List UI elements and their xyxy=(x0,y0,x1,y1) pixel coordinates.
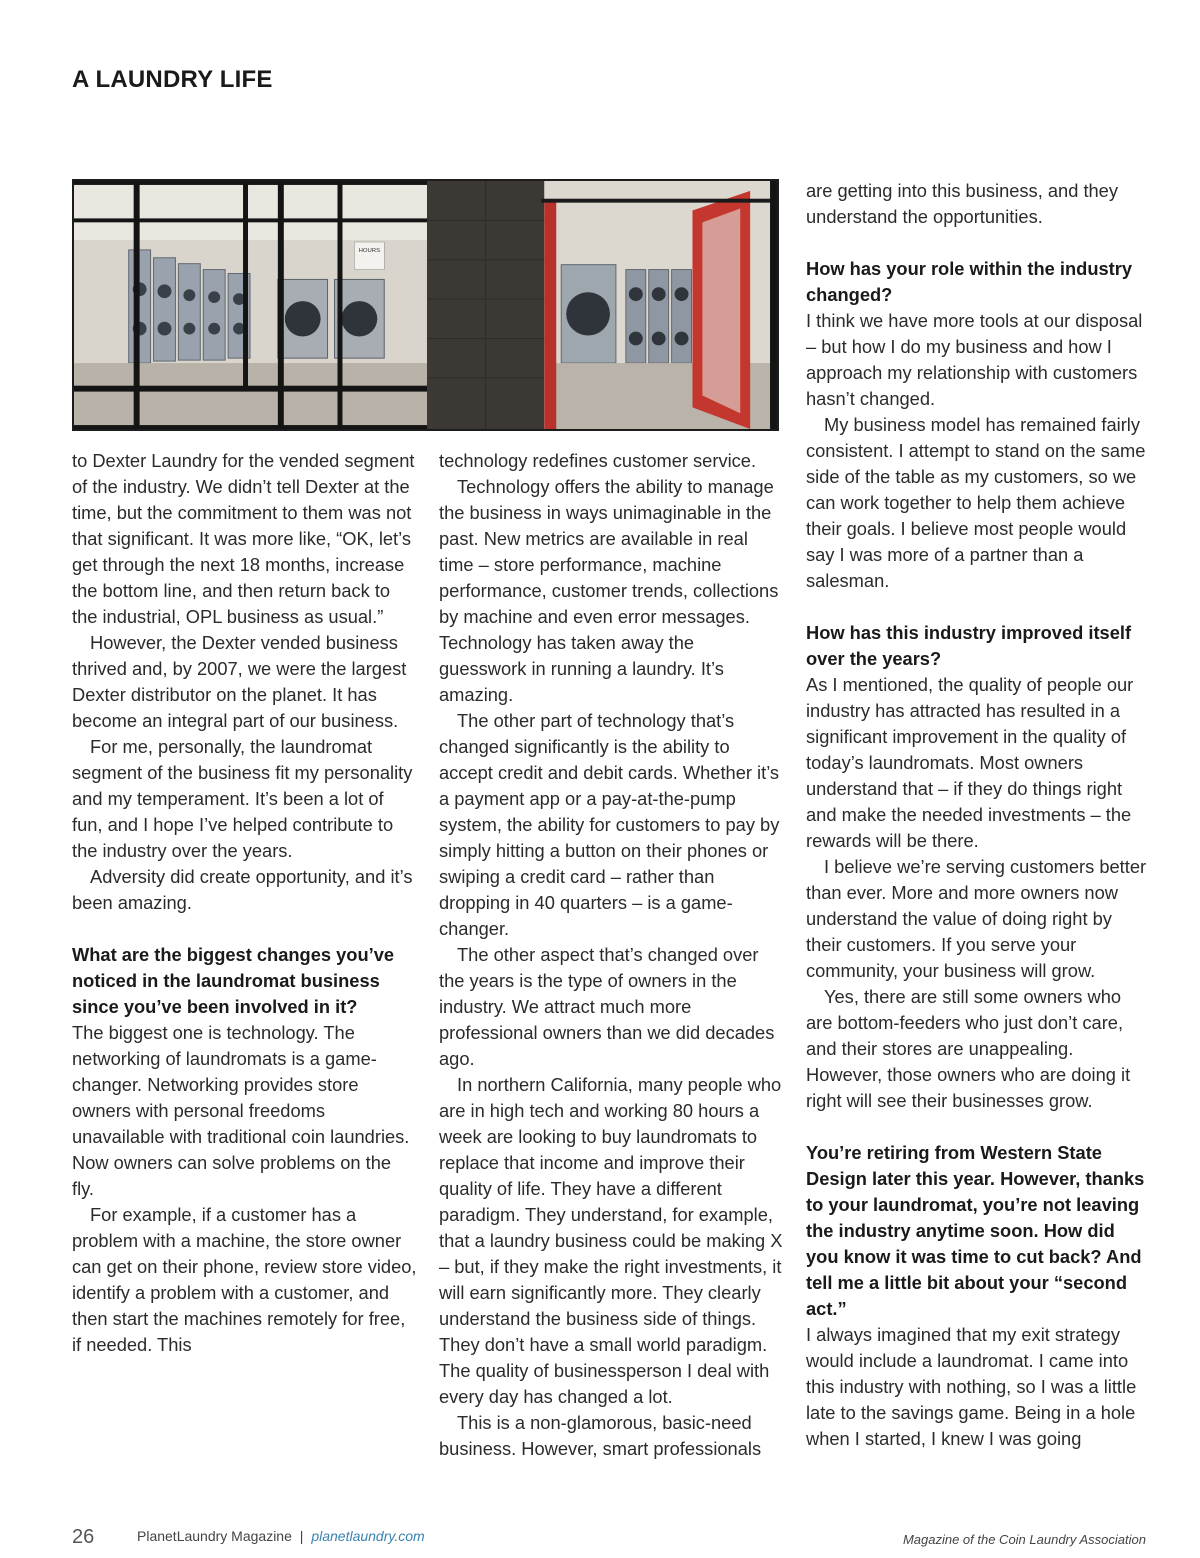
publication-name: PlanetLaundry Magazine xyxy=(137,1528,292,1544)
paragraph-gap xyxy=(806,1114,1151,1140)
publication-credit xyxy=(137,1528,425,1544)
page-number: 26 xyxy=(72,1526,95,1548)
body-paragraph: Adversity did create opportunity, and it’s been amazing. xyxy=(72,866,413,913)
column-1 xyxy=(72,448,417,1358)
question-heading: What are the biggest changes you’ve noticed in the laundromat business since you’ve been involved in it? xyxy=(72,944,395,1017)
separator: | xyxy=(299,1528,304,1544)
question-heading: How has your role within the industry changed? xyxy=(806,258,1133,305)
laundromat-photo xyxy=(72,179,779,431)
body-paragraph: However, the Dexter vended business thrived and, by 2007, we were the largest Dexter distributor on the planet. It has become an integral part of our business. xyxy=(72,632,407,731)
question-heading: How has this industry improved itself over the years? xyxy=(806,622,1132,669)
body-paragraph: The biggest one is technology. The networking of laundromats is a game-changer. Networking provides store owners with personal freedoms unavailable with traditional coin laundries. Now owners can solve problems on the fly. xyxy=(72,1022,410,1199)
body-paragraph: Technology offers the ability to manage the business in ways unimaginable in the past. New metrics are available in real time – store performance, machine performance, customer trends, collections by machine and even error messages. Technology has taken away the guesswork in running a laundry. It’s amazing. xyxy=(439,476,779,705)
body-paragraph: Yes, there are still some owners who are bottom-feeders who just don’t care, and their stores are unappealing. However, those owners who are doing it right will see their businesses grow. xyxy=(806,986,1131,1111)
body-paragraph: As I mentioned, the quality of people our industry has attracted has resulted in a significant improvement in the quality of today’s laundromats. Most owners understand that – if they do things right and make the needed investments – the rewards will be there. xyxy=(806,674,1134,851)
body-paragraph: to Dexter Laundry for the vended segment of the industry. We didn’t tell Dexter at the time, but the commitment to them was not that significant. It was more like, “OK, let’s get through the next 18 months, increase the bottom line, and then return back to the industrial, OPL business as usual.” xyxy=(72,450,415,627)
section-label: A LAUNDRY LIFE xyxy=(72,66,273,93)
hours-sign: HOURS xyxy=(358,247,381,254)
publication-url-link[interactable]: planetlaundry.com xyxy=(311,1528,425,1544)
body-paragraph: I always imagined that my exit strategy would include a laundromat. I came into this industry with nothing, so I was a little late to the savings game. Being in a hole when I started, I knew I was going xyxy=(806,1324,1137,1449)
body-paragraph: I believe we’re serving customers better than ever. More and more owners now understand the value of doing right by their customers. If you serve your community, your business will grow. xyxy=(806,856,1147,981)
body-paragraph: The other aspect that’s changed over the years is the type of owners in the industry. We attract much more professional owners than we did decades ago. xyxy=(439,944,775,1069)
paragraph-gap xyxy=(806,230,1151,256)
body-paragraph: For example, if a customer has a problem with a machine, the store owner can get on their phone, review store video, identify a problem with a customer, and then start the machines remotely for free, if needed. This xyxy=(72,1204,417,1355)
body-paragraph: This is a non-glamorous, basic-need business. However, smart professionals xyxy=(439,1412,762,1459)
body-paragraph: technology redefines customer service. xyxy=(439,450,757,471)
column-3 xyxy=(806,178,1151,1452)
body-paragraph: For me, personally, the laundromat segment of the business fit my personality and my temperament. It’s been a lot of fun, and I hope I’ve helped contribute to the industry over the years. xyxy=(72,736,413,861)
body-paragraph: My business model has remained fairly consistent. I attempt to stand on the same side of the table as my customers, so we can work together to help them achieve their goals. I believe most people would say I was more of a partner than a salesman. xyxy=(806,414,1146,591)
association-credit: Magazine of the Coin Laundry Association xyxy=(902,1532,1146,1547)
body-paragraph: In northern California, many people who are in high tech and working 80 hours a week are looking to buy laundromats to replace that income and improve their quality of life. They have a different paradigm. They understand, for example, that a laundry business could be making X – but, if they make the right investments, it will earn significantly more. They clearly understand the business side of things. They don’t have a small world paradigm. The quality of businessperson I deal with every day has changed a lot. xyxy=(439,1074,783,1407)
body-paragraph: I think we have more tools at our disposal – but how I do my business and how I approach my relationship with customers hasn’t changed. xyxy=(806,310,1143,409)
body-paragraph: are getting into this business, and they understand the opportunities. xyxy=(806,180,1118,227)
question-heading: You’re retiring from Western State Design later this year. However, thanks to your laundromat, you’re not leaving the industry anytime soon. How did you know it was time to cut back? And tell me a little bit about your “second act.” xyxy=(806,1142,1145,1319)
paragraph-gap xyxy=(72,916,417,942)
paragraph-gap xyxy=(806,594,1151,620)
body-paragraph: The other part of technology that’s changed significantly is the ability to accept credit and debit cards. Whether it’s a payment app or a pay-at-the-pump system, the ability for customers to pay by simply hitting a button on their phones or swiping a credit card – rather than dropping in 40 quarters – is a game-changer. xyxy=(439,710,780,939)
column-2 xyxy=(439,448,784,1462)
